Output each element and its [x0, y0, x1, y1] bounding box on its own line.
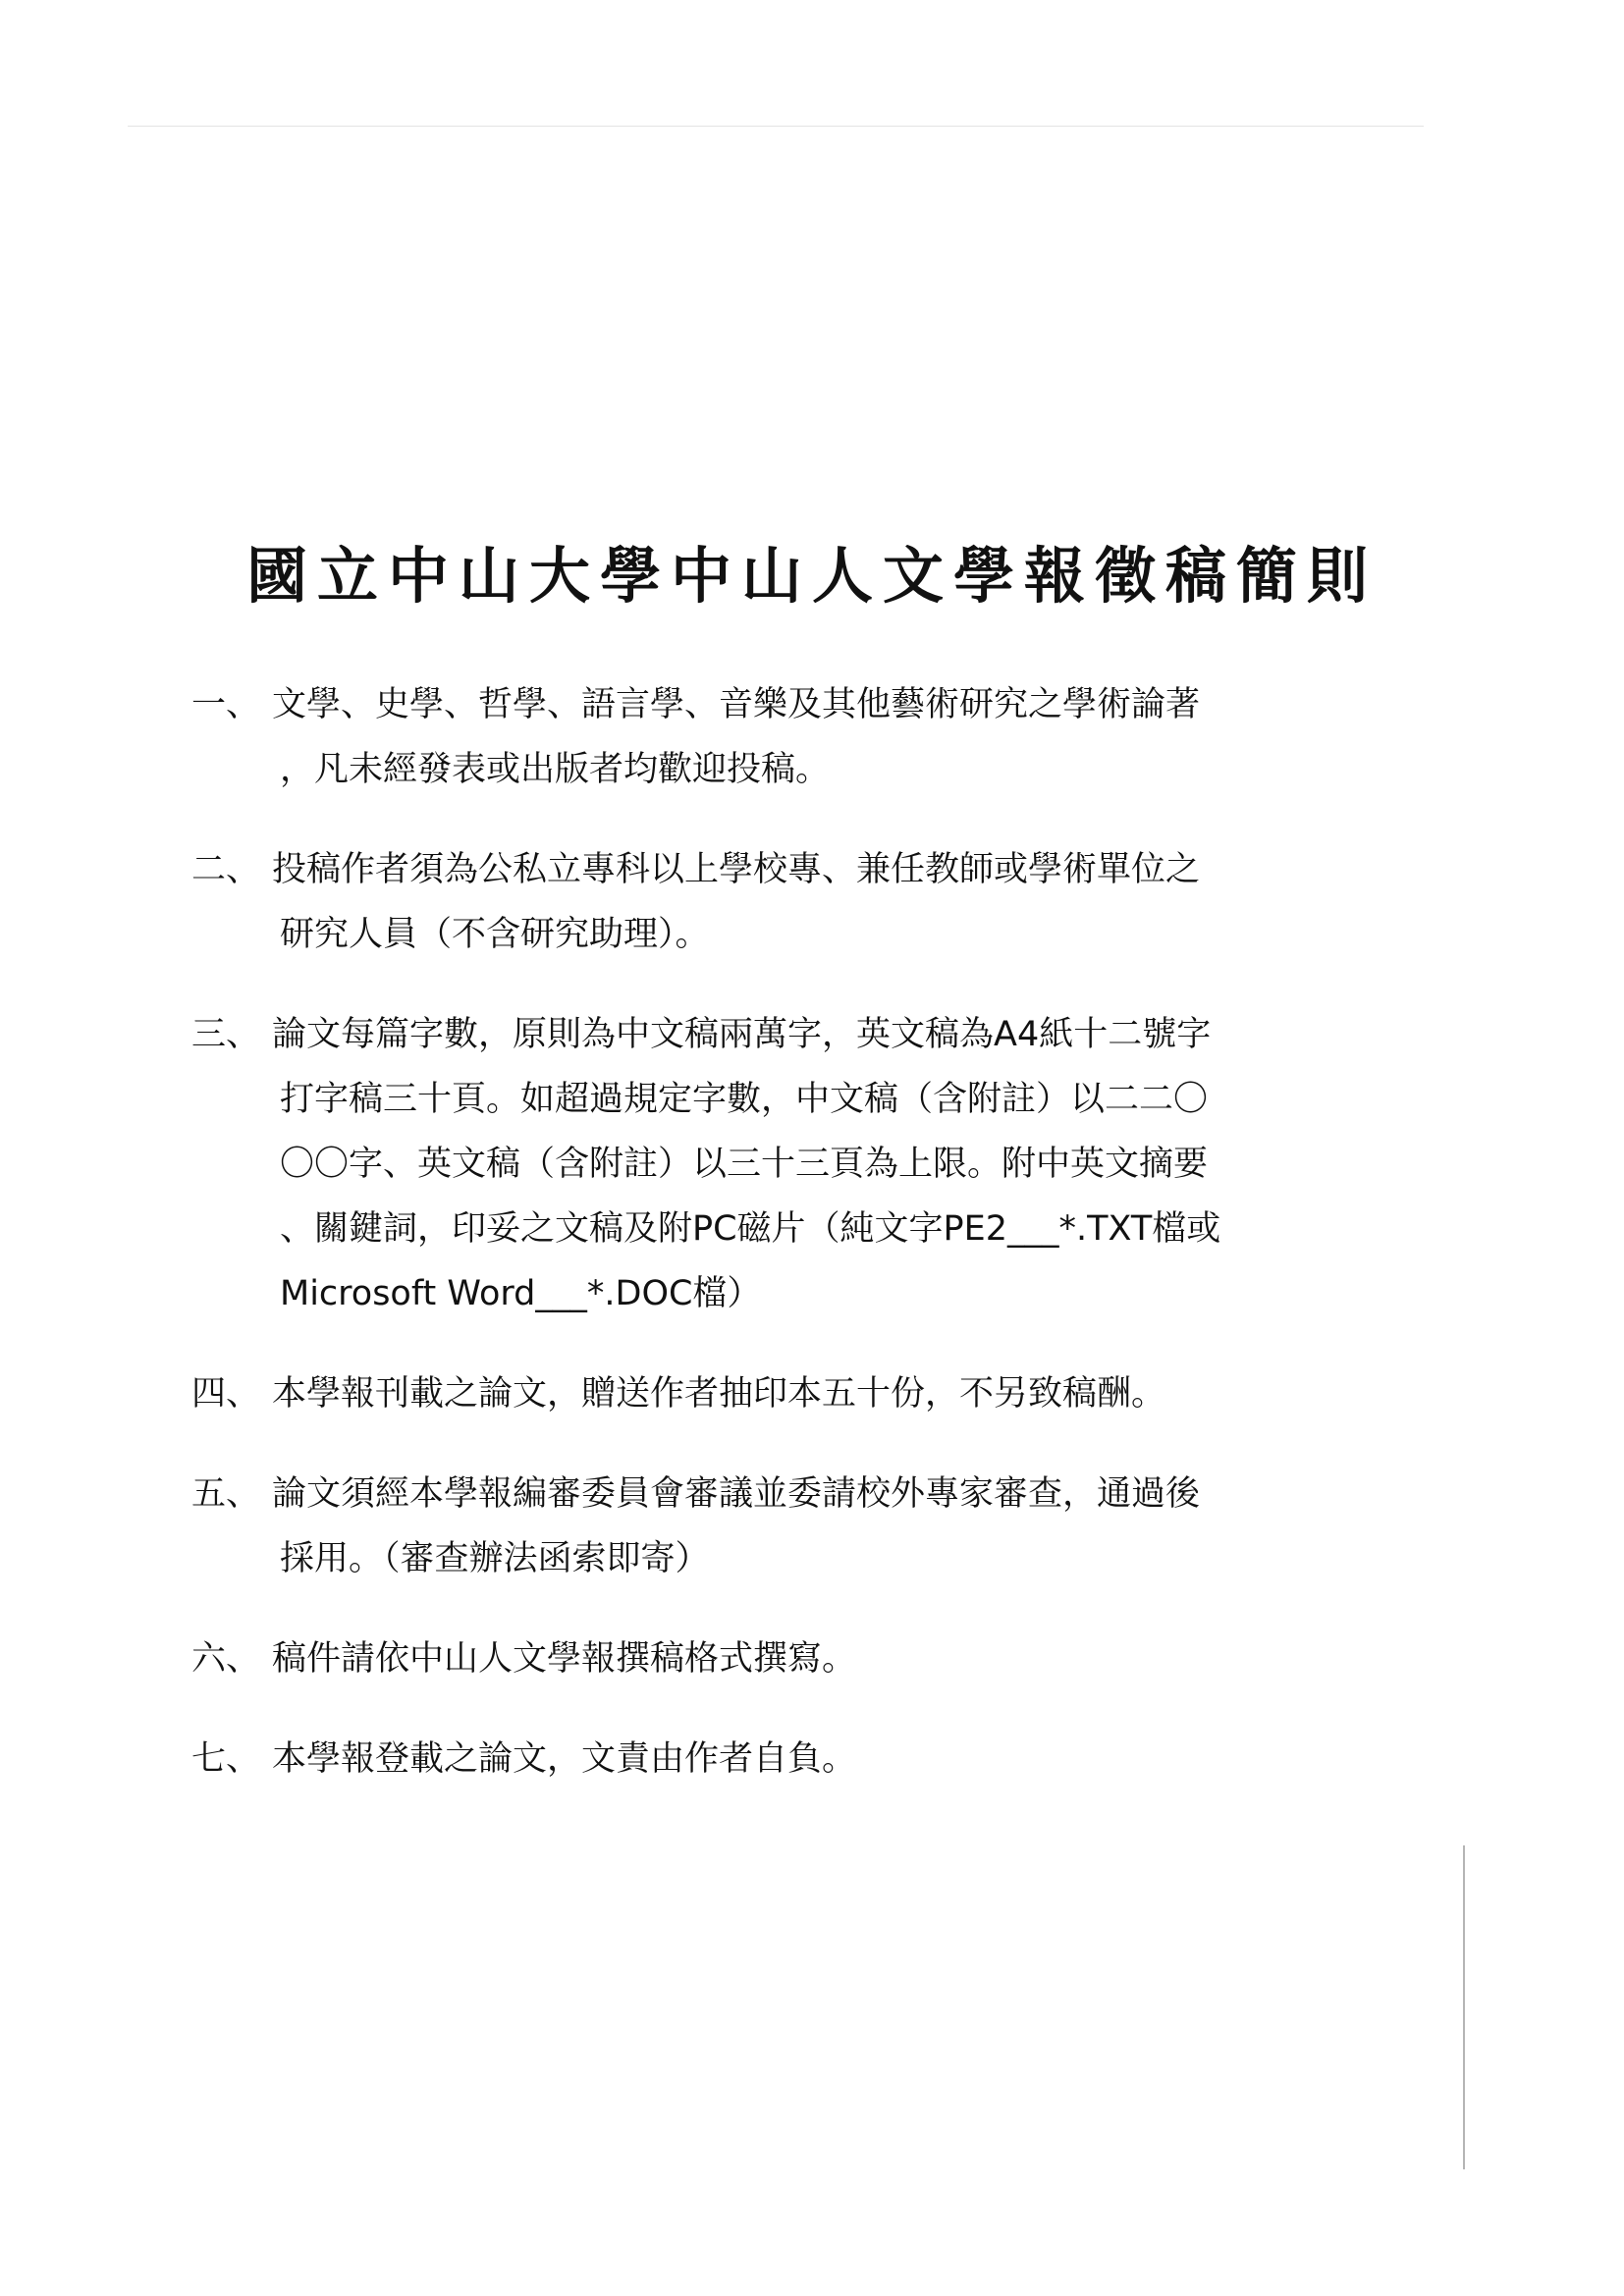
rule-item-2: [191, 842, 1321, 962]
rule-line: 論文每篇字數，原則為中文稿兩萬字，英文稿為A4紙十二號字: [272, 1015, 1212, 1054]
rule-number: 七、: [191, 1739, 261, 1779]
rule-item-4: [191, 1366, 1321, 1421]
rule-text: [272, 1007, 1321, 1321]
rule-number: 六、: [191, 1639, 261, 1679]
rule-line: 論文須經本學報編審委員會審議並委請校外專家審查，通過後: [272, 1474, 1201, 1514]
rule-number: 一、: [191, 685, 261, 724]
rule-text: [272, 842, 1321, 962]
rule-number: 五、: [191, 1474, 261, 1514]
rule-item-5: [191, 1467, 1321, 1586]
rule-number: 二、: [191, 850, 261, 889]
rule-text: [272, 1366, 1321, 1421]
rule-number: 三、: [191, 1015, 261, 1054]
rule-line: 打字稿三十頁。如超過規定字數，中文稿（含附註）以二二〇: [280, 1080, 1209, 1119]
rule-item-7: [191, 1732, 1321, 1787]
rule-line: 〇〇字、英文稿（含附註）以三十三頁為上限。附中英文摘要: [280, 1145, 1209, 1184]
rule-line: 本學報刊載之論文，贈送作者抽印本五十份，不另致稿酬。: [272, 1374, 1166, 1414]
rule-line: 、關鍵詞，印妥之文稿及附PC磁片（純文字PE2___*.TXT檔或: [280, 1209, 1221, 1249]
page-title: 國立中山大學中山人文學報徵稿簡則: [245, 539, 1378, 612]
rule-line: 研究人員（不含研究助理）。: [280, 915, 710, 954]
rule-item-6: [191, 1631, 1321, 1686]
rule-text: [272, 677, 1321, 797]
rule-line: 稿件請依中山人文學報撰稿格式撰寫。: [272, 1639, 857, 1679]
rule-number: 四、: [191, 1374, 261, 1414]
scan-artifact-dots: [128, 126, 1424, 127]
scan-artifact-line: [1463, 1845, 1465, 2169]
rule-item-3: [191, 1007, 1321, 1321]
rule-line: ，凡未經發表或出版者均歡迎投稿。: [280, 750, 831, 789]
rule-line: 採用。（審查辦法函索即寄）: [280, 1539, 710, 1578]
rule-line: 投稿作者須為公私立專科以上學校專、兼任教師或學術單位之: [272, 850, 1201, 889]
rule-item-1: [191, 677, 1321, 797]
rule-text: [272, 1467, 1321, 1586]
rule-line: 本學報登載之論文，文責由作者自負。: [272, 1739, 857, 1779]
rule-text: [272, 1732, 1321, 1787]
rule-line: 文學、史學、哲學、語言學、音樂及其他藝術研究之學術論著: [272, 685, 1201, 724]
rule-line: Microsoft Word___*.DOC檔）: [280, 1274, 762, 1313]
rule-text: [272, 1631, 1321, 1686]
rules-list: [191, 677, 1321, 1832]
